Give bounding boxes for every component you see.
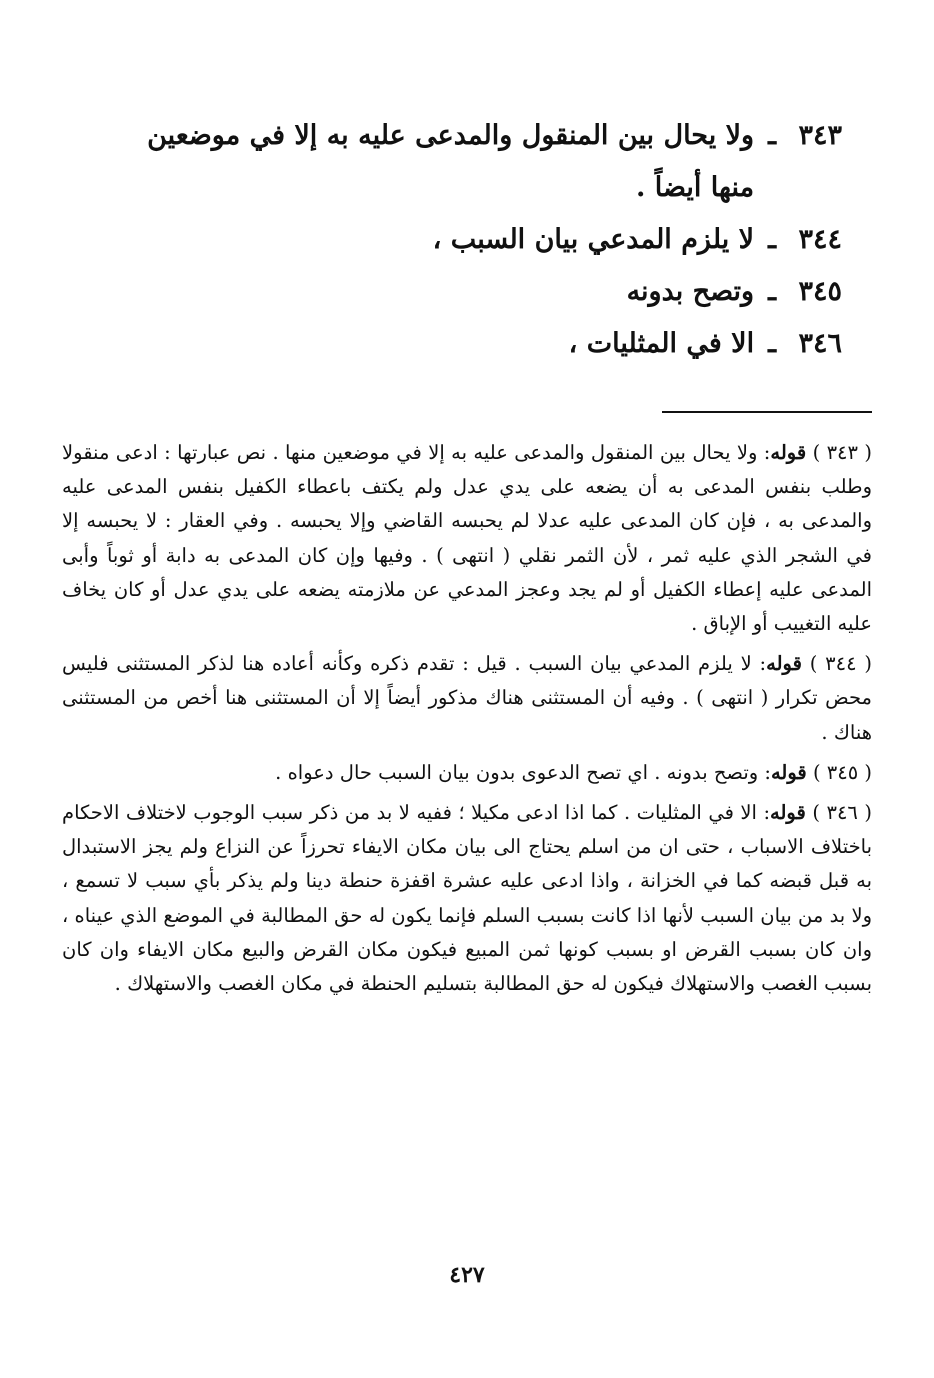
- item-text: لا يلزم المدعي بيان السبب ،: [432, 224, 755, 255]
- item-dash: ـ: [768, 120, 776, 151]
- item-number: ٣٤٥: [798, 276, 842, 307]
- item-number: ٣٤٦: [798, 328, 842, 359]
- item-number: ٣٤٤: [798, 224, 842, 255]
- footnote-keyword: قوله: [770, 801, 806, 825]
- footnote-ref: ( ٣٤٤ ): [809, 652, 873, 676]
- item-text: الا في المثليات ،: [568, 328, 755, 359]
- item-text: وتصح بدونه: [626, 276, 755, 307]
- item-dash: ـ: [768, 276, 776, 307]
- footnote-text: : ولا يحال بين المنقول والمدعى عليه به إلا في موضعين منها . نص عبارتها : ادعى منقولا وطلب بنفس المدعى به أن يضعه على يدي عدل ولم يكتف باعطاء الكفيل بنفس المدعى عليه والمدعى به ، فإن كان المدعى عليه عدلا لم يحبسه القاضي وإلا يحبسه . وفي العقار : لا يحبسه إلا في الشجر الذي عليه ثمر ، لأن الثمر نقلي ( انتهى ) . وفيها وإن كان المدعى به دابة أو ثوباً وأبى المدعى عليه إعطاء الكفيل أو لم يجد وعجز المدعي عن ملازمته يضعه على يدي عدل أو كان يخاف عليه التغييب أو الإباق .: [62, 441, 872, 636]
- item-dash: ـ: [768, 328, 776, 359]
- footnote-ref: ( ٣٤٦ ): [812, 801, 873, 825]
- item-number: ٣٤٣: [798, 120, 842, 151]
- footnote-346: [62, 796, 872, 1001]
- footnote-344: [62, 647, 872, 750]
- footnote-keyword: قوله: [770, 760, 807, 784]
- footnote-ref: ( ٣٤٣ ): [812, 441, 872, 464]
- footnote-345: [62, 756, 872, 790]
- main-item-346: [102, 318, 842, 370]
- footnote-keyword: قوله: [766, 652, 802, 676]
- footnote-separator: [662, 411, 872, 413]
- footnote-text: : الا في المثليات . كما اذا ادعى مكيلا ؛ ففيه لا بد من ذكر سبب الوجوب لاختلاف الاحكام باختلاف الاسباب ، حتى ان من اسلم يحتاج الى بيان مكان الايفاء تحرزاً عن النزاع ولم يجز الاستبدال به قبل قبضه كما في الخزانة ، واذا ادعى عليه عشرة اقفزة حنطة دينا ولم يذكر بأي سبب لا تسمع ، ولا بد من بيان السبب لأنها اذا كانت بسبب السلم فإنما يكون له حق المطالبة في الموضع الذي عيناه ، وان كان بسبب القرض او بسبب كونها ثمن المبيع فيكون مكان القرض والبيع مكان الايفاء وان كان بسبب الغصب والاستهلاك فيكون له حق المطالبة بتسليم الحنطة في مكان الغصب والاستهلاك .: [62, 801, 872, 996]
- footnote-text: : لا يلزم المدعي بيان السبب . قيل : تقدم ذكره وكأنه أعاده هنا لذكر المستثنى فليس محض تكرار ( انتهى ) . وفيه أن المستثنى هناك مذكور أيضاً إلا أن المستثنى هنا أخص من المستثنى هناك .: [62, 652, 872, 744]
- main-item-343: [102, 110, 842, 214]
- footnote-343: [62, 436, 872, 641]
- footnotes-block: [62, 436, 872, 1007]
- footnote-text: : وتصح بدونه . اي تصح الدعوى بدون بيان السبب حال دعواه .: [275, 760, 771, 784]
- footnote-ref: ( ٣٤٥ ): [812, 760, 872, 784]
- item-dash: ـ: [768, 224, 776, 255]
- item-text: ولا يحال بين المنقول والمدعى عليه به إلا في موضعين منها أيضاً .: [147, 120, 755, 203]
- page-number: ٤٢٧: [449, 1262, 485, 1288]
- main-item-344: [102, 214, 842, 266]
- main-item-345: [102, 266, 842, 318]
- main-text-block: [102, 110, 842, 370]
- footnote-keyword: قوله: [770, 441, 807, 464]
